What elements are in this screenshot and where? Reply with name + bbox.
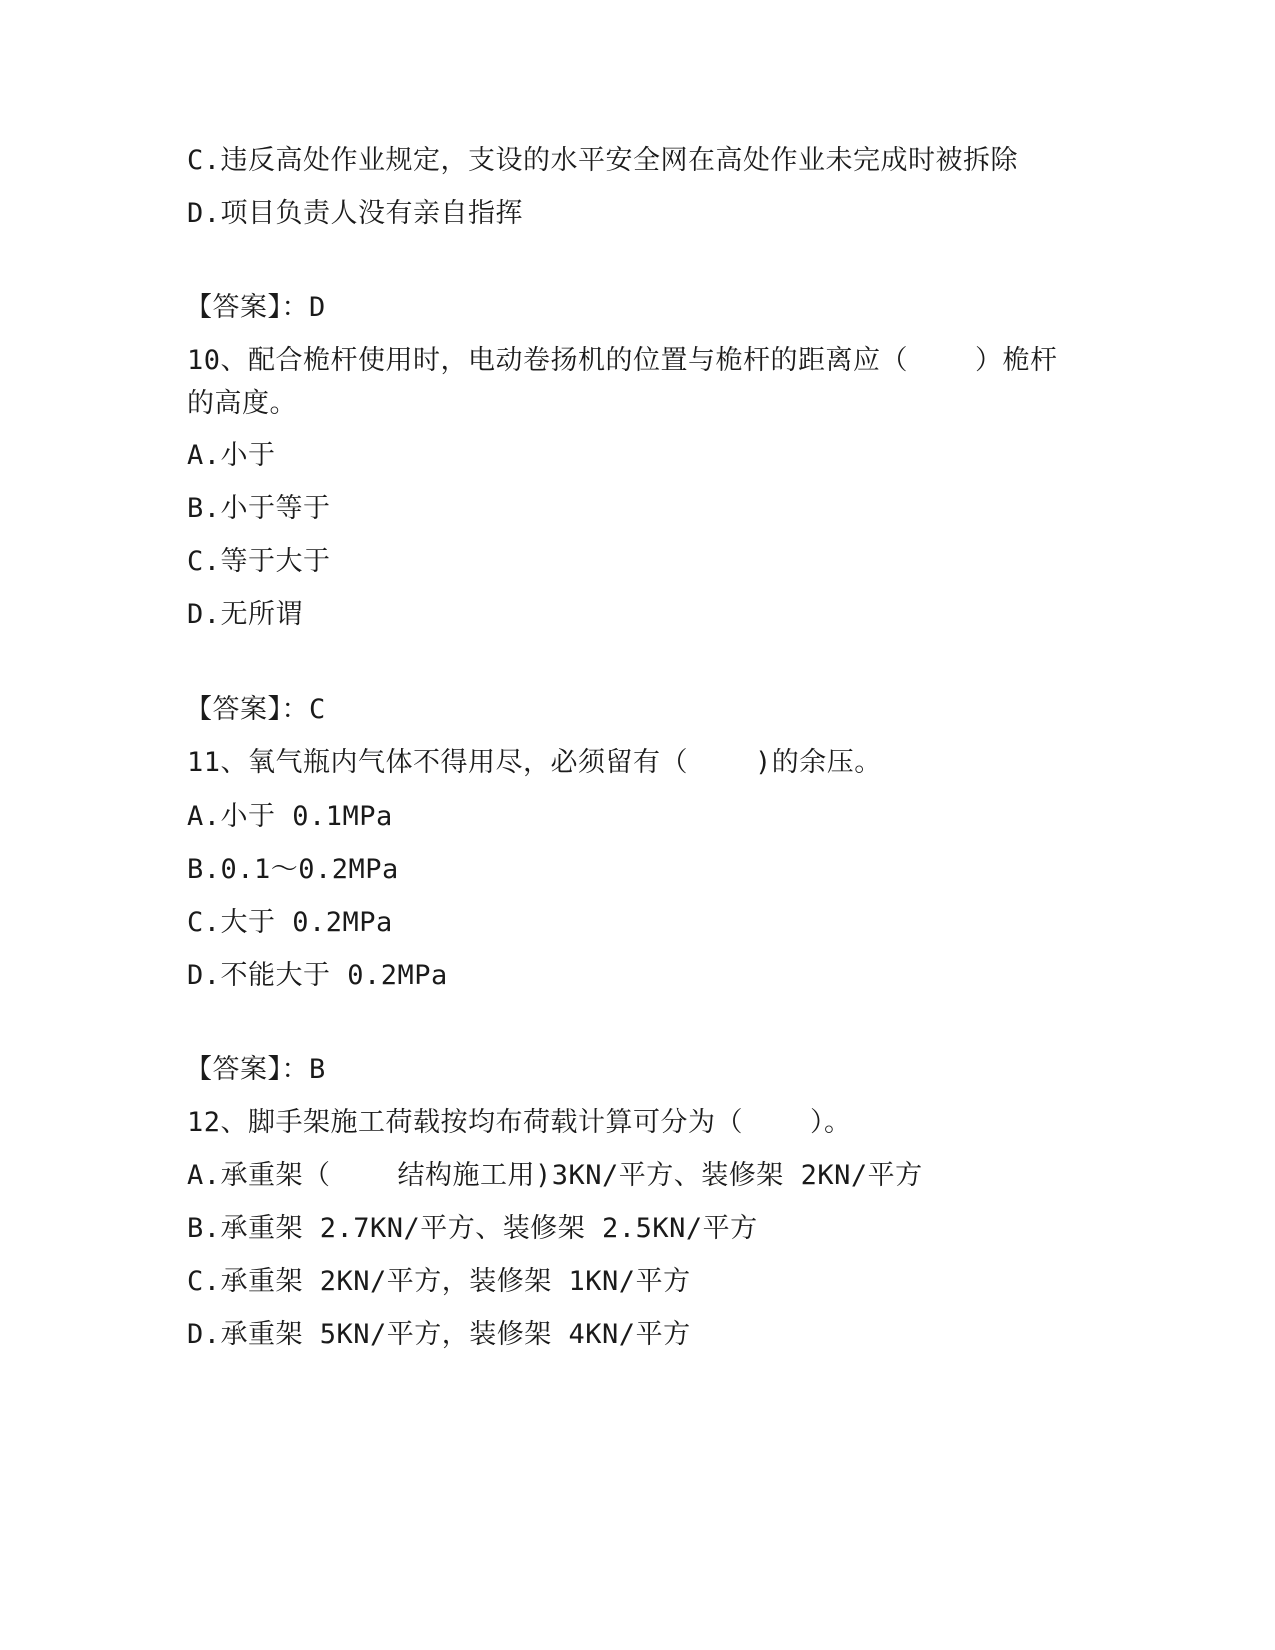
prev-option-c: C.违反高处作业规定，支设的水平安全网在高处作业未完成时被拆除 — [187, 145, 1019, 176]
q10-option-c: C.等于大于 — [187, 546, 331, 577]
q11-answer: 【答案】：B — [185, 1054, 326, 1085]
q10-option-b: B.小于等于 — [187, 493, 331, 524]
q10-stem-line2: 的高度。 — [187, 388, 297, 419]
q12-stem: 12、脚手架施工荷载按均布荷载计算可分为（ ）。 — [187, 1107, 852, 1138]
q12-option-a: A.承重架（ 结构施工用)3KN/平方、装修架 2KN/平方 — [187, 1160, 923, 1191]
q10-answer: 【答案】：C — [185, 694, 326, 725]
q10-option-a: A.小于 — [187, 440, 276, 471]
prev-option-d: D.项目负责人没有亲自指挥 — [187, 198, 524, 229]
q11-stem: 11、氧气瓶内气体不得用尽，必须留有（ )的余压。 — [187, 747, 882, 778]
q12-option-b: B.承重架 2.7KN/平方、装修架 2.5KN/平方 — [187, 1213, 758, 1244]
q12-option-d: D.承重架 5KN/平方，装修架 4KN/平方 — [187, 1319, 691, 1350]
q11-option-b: B.0.1～0.2MPa — [187, 854, 399, 885]
q11-option-c: C.大于 0.2MPa — [187, 907, 393, 938]
q12-option-c: C.承重架 2KN/平方，装修架 1KN/平方 — [187, 1266, 691, 1297]
q10-option-d: D.无所谓 — [187, 599, 304, 630]
q11-option-d: D.不能大于 0.2MPa — [187, 960, 448, 991]
q10-stem-line1: 10、配合桅杆使用时，电动卷扬机的位置与桅杆的距离应（ ）桅杆 — [187, 345, 1058, 376]
q11-option-a: A.小于 0.1MPa — [187, 801, 393, 832]
prev-answer: 【答案】：D — [185, 292, 326, 323]
